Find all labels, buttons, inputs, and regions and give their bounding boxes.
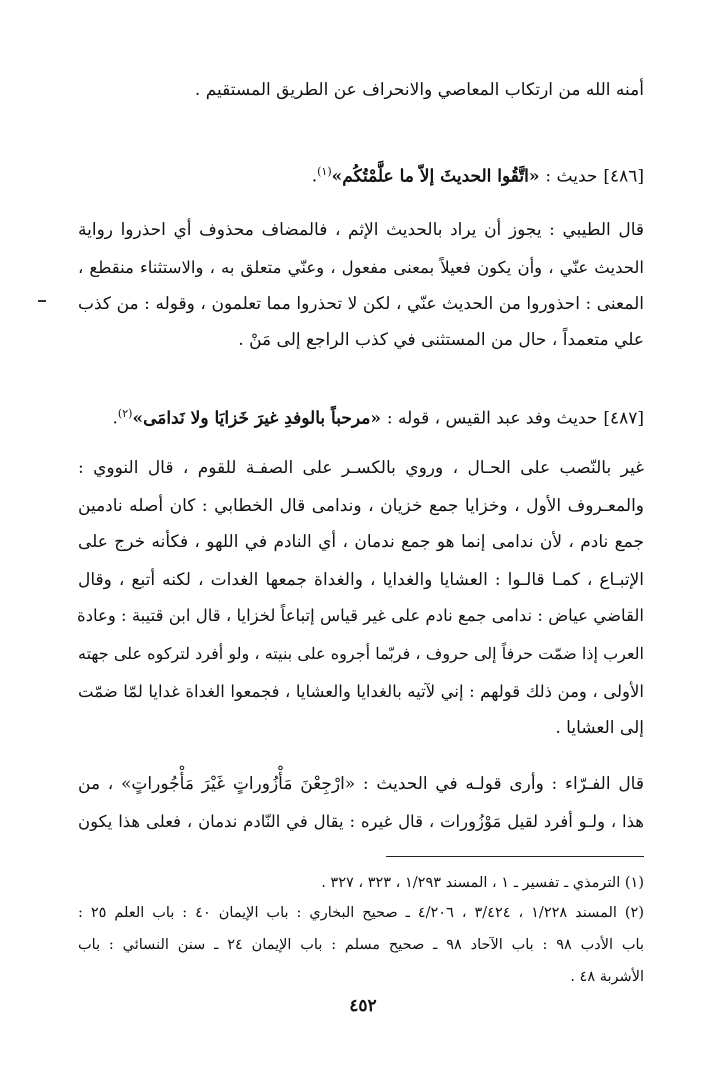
margin-mark	[38, 300, 46, 302]
paragraph-486-line: المعنى : احذوروا من الحديث عنّي ، لكن لا تحذروا مما تعلمون ، وقوله : من كذب	[78, 294, 644, 314]
intro-line: أمنه الله من ارتكاب المعاصي والانحراف عن الطريق المستقيم .	[194, 80, 644, 100]
page-number: ٤٥٢	[349, 996, 377, 1016]
footnote-line: باب الأدب ٩٨ : باب الآحاد ٩٨ ـ صحيح مسلم : باب الإيمان ٢٤ ـ سنن النسائي : باب	[78, 937, 644, 953]
paragraph-farra-line: قال الفـرّاء : وأرى قولـه في الحديث : «ارْجِعْنَ مَأْزُوراتٍ غَيْرَ مَأْجُوراتٍ» ، من	[78, 774, 644, 794]
hadith-487-footnote-ref: (٢)	[117, 407, 133, 420]
paragraph-farra-line: هذا ، ولـو أفرد لقيل مَوْزُورات ، قال غيره : يقال في النّادم ندمان ، فعلى هذا يكون	[78, 812, 644, 831]
footnote-line: الأشربة ٤٨ .	[570, 969, 644, 985]
hadith-487-number: [٤٨٧]	[603, 408, 644, 429]
hadith-487-quote: «مرحباً بالوفدِ غيرَ خَزايَا ولا نَدامَى»	[132, 408, 381, 429]
hadith-486-number: [٤٨٦]	[603, 166, 644, 187]
hadith-486-label: حديث :	[545, 166, 598, 187]
paragraph-487-line: العرب إذا ضمّت حرفاً إلى حروف ، فربّما أجروه على بنيته ، ولو أفرد لتركوه على جهته	[78, 644, 644, 663]
paragraph-486-line: الحديث عنّي ، وأن يكون فعيلاً بمعنى مفعول ، وعنّي متعلق به ، والاستثناء منقطع ،	[78, 258, 644, 277]
paragraph-487-line: الأولى ، ومن ذلك قولهم : إني لآتيه بالغدايا والعشايا ، فجمعوا الغداة غدايا لمّا ضمّت	[78, 682, 644, 701]
hadith-486-end: .	[311, 166, 318, 187]
paragraph-486-line: علي متعمداً ، حال من المستثنى في كذب الراجع إلى مَنْ .	[238, 330, 644, 350]
paragraph-487-line: إلى العشايا .	[555, 718, 644, 738]
paragraph-487-line: جمع نادم ، لأن ندامى إنما هو جمع ندمان ، أي النادم في اللهو ، فكأنه خرج على	[78, 532, 644, 552]
footnote-divider	[386, 856, 644, 857]
paragraph-486-line: قال الطيبي : يجوز أن يراد بالحديث الإثم ، فالمضاف محذوف أي احذروا رواية	[78, 220, 644, 240]
paragraph-487-line: الإتبـاع ، كمـا قالـوا : العشايا والغدايا ، والغداة جمعها الغدات ، لكنه أتبع ، وقال	[78, 570, 644, 590]
footnote-line: (١) الترمذي ـ تفسير ـ ١ ، المسند ١/٢٩٣ ، ٣٢٣ ، ٣٢٧ .	[321, 875, 644, 891]
hadith-487-end: .	[112, 408, 118, 429]
hadith-486-quote: «اتَّقُوا الحديثَ إلاّ ما علَّمْتُكُم»	[331, 166, 540, 187]
paragraph-487-line: والمعـروف الأول ، وخزايا جمع خزيان ، وندامى قال الخطابي : كان أصله نادمين	[78, 496, 644, 516]
footnote-line: (٢) المسند ١/٢٢٨ ، ٣/٤٢٤ ، ٤/٢٠٦ ـ صحيح البخاري : باب الإيمان ٤٠ : باب العلم ٢٥ :	[78, 905, 644, 921]
paragraph-487-line: غير بالنّصب على الحـال ، وروي بالكسـر على الصفـة للقوم ، قال النووي :	[78, 458, 644, 478]
hadith-487-heading	[78, 402, 644, 431]
paragraph-487-line: القاضي عياض : ندامى جمع نادم على غير قياس إتباعاً لخزايا ، قال ابن قتيبة : وعادة	[76, 606, 644, 625]
hadith-486-footnote-ref: (١)	[317, 165, 332, 178]
hadith-487-label: حديث وفد عبد القيس ، قوله :	[386, 408, 598, 429]
hadith-486-heading	[78, 160, 644, 189]
